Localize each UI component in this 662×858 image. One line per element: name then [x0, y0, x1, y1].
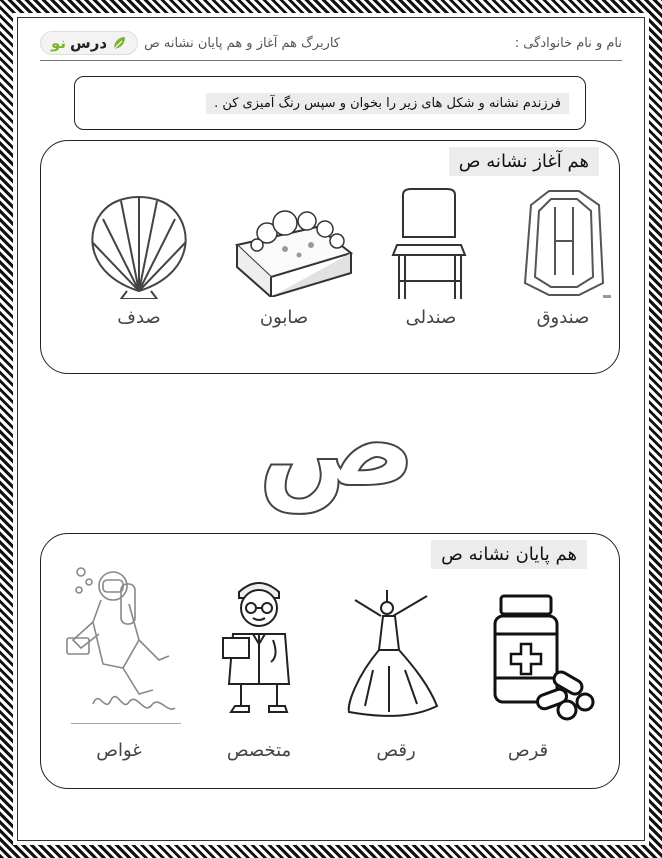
svg-text:ص: ص: [257, 395, 417, 513]
box-icon: [517, 187, 611, 299]
instruction-box: [74, 76, 586, 130]
start-sound-section: [40, 140, 620, 374]
logo-text-1: درس: [70, 34, 108, 52]
site-logo: [40, 31, 138, 55]
start-section-title: هم آغاز نشانه ص: [449, 147, 599, 176]
doctor-icon: [213, 574, 305, 718]
name-label: نام و نام خانوادگی :: [514, 35, 622, 51]
word-shell: صدف: [117, 307, 161, 328]
letter-sad-glyph: [255, 395, 420, 520]
soap-icon: [227, 205, 357, 297]
diver-icon: [63, 564, 189, 724]
leaf-icon: [111, 35, 127, 51]
end-section-title: هم پایان نشانه ص: [431, 540, 587, 569]
word-box: صندوق: [536, 307, 590, 328]
dancer-icon: [343, 586, 439, 722]
header-right: [40, 31, 340, 55]
word-specialist: متخصص: [226, 740, 292, 761]
word-soap: صابون: [259, 307, 309, 328]
word-chair: صندلی: [405, 307, 457, 328]
logo-text-2: نو: [51, 34, 67, 52]
word-pill: قرص: [507, 740, 549, 761]
worksheet-header: [40, 26, 622, 61]
end-sound-section: [40, 533, 620, 789]
instruction-text: فرزندم نشانه و شکل های زیر را بخوان و سپس رنگ آمیزی کن .: [206, 93, 569, 114]
shell-icon: [81, 187, 197, 299]
pill-bottle-icon: [487, 592, 599, 722]
worksheet-title: کاربرگ هم آغاز و هم پایان نشانه ص: [144, 35, 340, 51]
word-dancer: رقص: [376, 740, 416, 761]
word-diver: غواص: [96, 740, 142, 761]
chair-icon: [391, 187, 473, 299]
